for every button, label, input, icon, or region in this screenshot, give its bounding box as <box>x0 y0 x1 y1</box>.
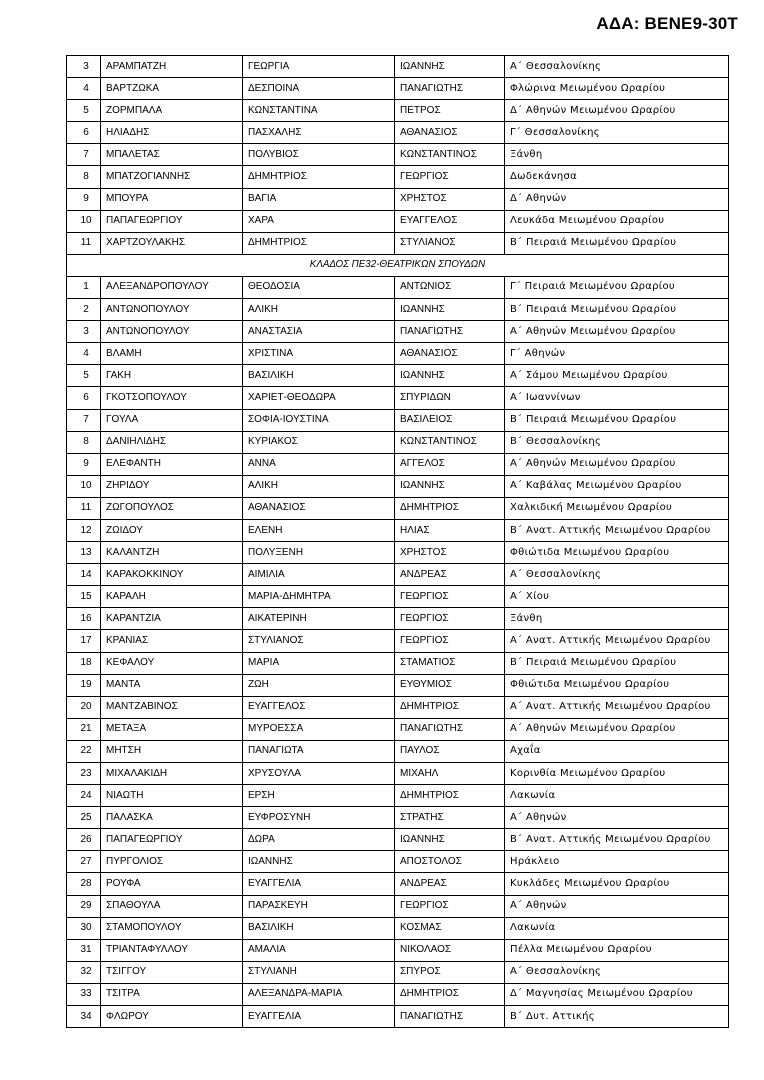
table-row <box>67 917 729 939</box>
assignment-cell: Φλώρινα Μειωμένου Ωραρίου <box>505 78 729 100</box>
father-name-cell: ΑΝΔΡΕΑΣ <box>395 873 505 895</box>
first-name-cell: ΑΜΑΛΙΑ <box>243 939 395 961</box>
table-row <box>67 895 729 917</box>
row-number: 5 <box>67 100 101 122</box>
father-name-cell: ΓΕΩΡΓΙΟΣ <box>395 586 505 608</box>
table-row <box>67 343 729 365</box>
first-name-cell: ΠΑΡΑΣΚΕΥΗ <box>243 895 395 917</box>
first-name-cell: ΜΑΡΙΑ <box>243 652 395 674</box>
father-name-cell: ΣΤΡΑΤΗΣ <box>395 807 505 829</box>
father-name-cell: ΔΗΜΗΤΡΙΟΣ <box>395 696 505 718</box>
father-name-cell: ΚΩΝΣΤΑΝΤΙΝΟΣ <box>395 431 505 453</box>
surname-cell: ΤΣΙΓΓΟΥ <box>101 961 243 983</box>
first-name-cell: ΕΥΦΡΟΣΥΝΗ <box>243 807 395 829</box>
first-name-cell: ΖΩΗ <box>243 674 395 696</box>
assignment-cell: Δωδεκάνησα <box>505 166 729 188</box>
first-name-cell: ΚΥΡΙΑΚΟΣ <box>243 431 395 453</box>
first-name-cell: ΔΗΜΗΤΡΙΟΣ <box>243 232 395 254</box>
surname-cell: ΡΟΥΦΑ <box>101 873 243 895</box>
surname-cell: ΑΝΤΩΝΟΠΟΥΛΟΥ <box>101 321 243 343</box>
row-number: 26 <box>67 829 101 851</box>
first-name-cell: ΔΗΜΗΤΡΙΟΣ <box>243 166 395 188</box>
surname-cell: ΑΛΕΞΑΝΔΡΟΠΟΥΛΟΥ <box>101 276 243 298</box>
father-name-cell: ΓΕΩΡΓΙΟΣ <box>395 166 505 188</box>
row-number: 30 <box>67 917 101 939</box>
father-name-cell: ΔΗΜΗΤΡΙΟΣ <box>395 785 505 807</box>
assignment-cell: Β΄ Πειραιά Μειωμένου Ωραρίου <box>505 232 729 254</box>
first-name-cell: ΧΡΥΣΟΥΛΑ <box>243 763 395 785</box>
surname-cell: ΜΑΝΤΑ <box>101 674 243 696</box>
surname-cell: ΚΑΡΑΝΤΖΙΑ <box>101 608 243 630</box>
assignment-cell: Ηράκλειο <box>505 851 729 873</box>
assignment-cell: Κορινθία Μειωμένου Ωραρίου <box>505 763 729 785</box>
table-row <box>67 763 729 785</box>
table-body-top <box>67 56 729 255</box>
row-number: 8 <box>67 166 101 188</box>
table-row <box>67 409 729 431</box>
table-row <box>67 497 729 519</box>
father-name-cell: ΑΝΤΩΝΙΟΣ <box>395 276 505 298</box>
surname-cell: ΣΠΑΘΟΥΛΑ <box>101 895 243 917</box>
surname-cell: ΤΣΙΤΡΑ <box>101 983 243 1005</box>
father-name-cell: ΚΟΣΜΑΣ <box>395 917 505 939</box>
row-number: 15 <box>67 586 101 608</box>
table-row <box>67 652 729 674</box>
father-name-cell: ΠΑΝΑΓΙΩΤΗΣ <box>395 718 505 740</box>
row-number: 8 <box>67 431 101 453</box>
row-number: 27 <box>67 851 101 873</box>
table-row <box>67 718 729 740</box>
row-number: 10 <box>67 475 101 497</box>
surname-cell: ΤΡΙΑΝΤΑΦΥΛΛΟΥ <box>101 939 243 961</box>
assignment-cell: Α΄ Ανατ. Αττικής Μειωμένου Ωραρίου <box>505 630 729 652</box>
first-name-cell: ΣΤΥΛΙΑΝΗ <box>243 961 395 983</box>
father-name-cell: ΔΗΜΗΤΡΙΟΣ <box>395 497 505 519</box>
row-number: 21 <box>67 718 101 740</box>
first-name-cell: ΜΥΡΟΕΣΣΑ <box>243 718 395 740</box>
first-name-cell: ΠΑΝΑΓΙΩΤΑ <box>243 740 395 762</box>
surname-cell: ΠΑΛΑΣΚΑ <box>101 807 243 829</box>
row-number: 2 <box>67 299 101 321</box>
first-name-cell: ΑΛΙΚΗ <box>243 299 395 321</box>
row-number: 14 <box>67 564 101 586</box>
table-row <box>67 829 729 851</box>
first-name-cell: ΧΑΡΙΕΤ-ΘΕΟΔΩΡΑ <box>243 387 395 409</box>
father-name-cell: ΠΑΝΑΓΙΩΤΗΣ <box>395 78 505 100</box>
row-number: 34 <box>67 1006 101 1028</box>
father-name-cell: ΠΑΝΑΓΙΩΤΗΣ <box>395 1006 505 1028</box>
surname-cell: ΑΝΤΩΝΟΠΟΥΛΟΥ <box>101 299 243 321</box>
father-name-cell: ΙΩΑΝΝΗΣ <box>395 56 505 78</box>
table-row <box>67 387 729 409</box>
father-name-cell: ΑΓΓΕΛΟΣ <box>395 453 505 475</box>
table-row <box>67 983 729 1005</box>
table-row <box>67 519 729 541</box>
father-name-cell: ΑΝΔΡΕΑΣ <box>395 564 505 586</box>
assignment-cell: Πέλλα Μειωμένου Ωραρίου <box>505 939 729 961</box>
first-name-cell: ΑΘΑΝΑΣΙΟΣ <box>243 497 395 519</box>
row-number: 32 <box>67 961 101 983</box>
row-number: 29 <box>67 895 101 917</box>
surname-cell: ΜΑΝΤΖΑΒΙΝΟΣ <box>101 696 243 718</box>
row-number: 28 <box>67 873 101 895</box>
first-name-cell: ΔΩΡΑ <box>243 829 395 851</box>
surname-cell: ΒΑΡΤΖΩΚΑ <box>101 78 243 100</box>
surname-cell: ΕΛΕΦΑΝΤΗ <box>101 453 243 475</box>
first-name-cell: ΧΑΡΑ <box>243 210 395 232</box>
row-number: 6 <box>67 387 101 409</box>
assignment-cell: Δ΄ Αθηνών <box>505 188 729 210</box>
father-name-cell: ΑΘΑΝΑΣΙΟΣ <box>395 122 505 144</box>
surname-cell: ΚΕΦΑΛΟΥ <box>101 652 243 674</box>
table-row <box>67 431 729 453</box>
surname-cell: ΜΙΧΑΛΑΚΙΔΗ <box>101 763 243 785</box>
assignment-cell: Λακωνία <box>505 785 729 807</box>
row-number: 25 <box>67 807 101 829</box>
assignment-cell: Α΄ Αθηνών Μειωμένου Ωραρίου <box>505 321 729 343</box>
surname-cell: ΚΑΡΑΚΟΚΚΙΝΟΥ <box>101 564 243 586</box>
surname-cell: ΚΡΑΝΙΑΣ <box>101 630 243 652</box>
first-name-cell: ΑΛΙΚΗ <box>243 475 395 497</box>
row-number: 23 <box>67 763 101 785</box>
surname-cell: ΖΟΡΜΠΑΛΑ <box>101 100 243 122</box>
row-number: 24 <box>67 785 101 807</box>
table-row <box>67 674 729 696</box>
row-number: 33 <box>67 983 101 1005</box>
first-name-cell: ΑΙΜΙΛΙΑ <box>243 564 395 586</box>
first-name-cell: ΜΑΡΙΑ-ΔΗΜΗΤΡΑ <box>243 586 395 608</box>
row-number: 12 <box>67 519 101 541</box>
assignment-cell: Α΄ Ιωαννίνων <box>505 387 729 409</box>
row-number: 22 <box>67 740 101 762</box>
father-name-cell: ΔΗΜΗΤΡΙΟΣ <box>395 983 505 1005</box>
assignment-cell: Αχαΐα <box>505 740 729 762</box>
father-name-cell: ΙΩΑΝΝΗΣ <box>395 365 505 387</box>
table-row <box>67 696 729 718</box>
surname-cell: ΦΛΩΡΟΥ <box>101 1006 243 1028</box>
table-row <box>67 586 729 608</box>
first-name-cell: ΑΝΑΣΤΑΣΙΑ <box>243 321 395 343</box>
assignment-cell: Α΄ Θεσσαλονίκης <box>505 961 729 983</box>
table-row <box>67 542 729 564</box>
row-number: 18 <box>67 652 101 674</box>
assignment-cell: Α΄ Θεσσαλονίκης <box>505 564 729 586</box>
first-name-cell: ΑΙΚΑΤΕΡΙΝΗ <box>243 608 395 630</box>
surname-cell: ΗΛΙΑΔΗΣ <box>101 122 243 144</box>
father-name-cell: ΙΩΑΝΝΗΣ <box>395 475 505 497</box>
row-number: 3 <box>67 321 101 343</box>
row-number: 17 <box>67 630 101 652</box>
table-row <box>67 210 729 232</box>
section-header-row <box>67 254 729 276</box>
first-name-cell: ΓΕΩΡΓΙΑ <box>243 56 395 78</box>
first-name-cell: ΠΑΣΧΑΛΗΣ <box>243 122 395 144</box>
father-name-cell: ΧΡΗΣΤΟΣ <box>395 542 505 564</box>
father-name-cell: ΣΠΥΡΙΔΩΝ <box>395 387 505 409</box>
surname-cell: ΓΚΟΤΣΟΠΟΥΛΟΥ <box>101 387 243 409</box>
assignment-cell: Α΄ Αθηνών Μειωμένου Ωραρίου <box>505 453 729 475</box>
assignment-cell: Κυκλάδες Μειωμένου Ωραρίου <box>505 873 729 895</box>
assignment-cell: Β΄ Πειραιά Μειωμένου Ωραρίου <box>505 409 729 431</box>
assignment-cell: Α΄ Θεσσαλονίκης <box>505 56 729 78</box>
assignment-cell: Β΄ Πειραιά Μειωμένου Ωραρίου <box>505 652 729 674</box>
row-number: 7 <box>67 144 101 166</box>
section-header-body <box>67 254 729 276</box>
row-number: 4 <box>67 343 101 365</box>
table-row <box>67 232 729 254</box>
table-row <box>67 299 729 321</box>
first-name-cell: ΒΑΓΙΑ <box>243 188 395 210</box>
table-row <box>67 873 729 895</box>
first-name-cell: ΒΑΣΙΛΙΚΗ <box>243 365 395 387</box>
row-number: 19 <box>67 674 101 696</box>
table-row <box>67 851 729 873</box>
table-row <box>67 961 729 983</box>
father-name-cell: ΒΑΣΙΛΕΙΟΣ <box>395 409 505 431</box>
assignment-cell: Α΄ Χίου <box>505 586 729 608</box>
table-row <box>67 740 729 762</box>
row-number: 10 <box>67 210 101 232</box>
surname-cell: ΔΑΝΙΗΛΙΔΗΣ <box>101 431 243 453</box>
father-name-cell: ΓΕΩΡΓΙΟΣ <box>395 895 505 917</box>
assignment-cell: Β΄ Πειραιά Μειωμένου Ωραρίου <box>505 299 729 321</box>
assignment-cell: Λακωνία <box>505 917 729 939</box>
section-title: ΚΛΑΔΟΣ ΠΕ32-ΘΕΑΤΡΙΚΩΝ ΣΠΟΥΔΩΝ <box>67 254 729 276</box>
table-row <box>67 608 729 630</box>
surname-cell: ΜΠΑΤΖΟΓΙΑΝΝΗΣ <box>101 166 243 188</box>
surname-cell: ΣΤΑΜΟΠΟΥΛΟΥ <box>101 917 243 939</box>
first-name-cell: ΕΥΑΓΓΕΛΙΑ <box>243 873 395 895</box>
first-name-cell: ΘΕΟΔΟΣΙΑ <box>243 276 395 298</box>
assignment-cell: Β΄ Θεσσαλονίκης <box>505 431 729 453</box>
table-row <box>67 630 729 652</box>
surname-cell: ΖΗΡΙΔΟΥ <box>101 475 243 497</box>
father-name-cell: ΧΡΗΣΤΟΣ <box>395 188 505 210</box>
first-name-cell: ΑΝΝΑ <box>243 453 395 475</box>
first-name-cell: ΒΑΣΙΛΙΚΗ <box>243 917 395 939</box>
table-row <box>67 807 729 829</box>
row-number: 7 <box>67 409 101 431</box>
first-name-cell: ΠΟΛΥΞΕΝΗ <box>243 542 395 564</box>
assignment-cell: Φθιώτιδα Μειωμένου Ωραρίου <box>505 674 729 696</box>
assignment-cell: Α΄ Καβάλας Μειωμένου Ωραρίου <box>505 475 729 497</box>
surname-cell: ΠΑΠΑΓΕΩΡΓΙΟΥ <box>101 210 243 232</box>
row-number: 16 <box>67 608 101 630</box>
father-name-cell: ΙΩΑΝΝΗΣ <box>395 299 505 321</box>
surname-cell: ΠΑΠΑΓΕΩΡΓΙΟΥ <box>101 829 243 851</box>
table-body-section <box>67 276 729 1027</box>
assignment-cell: Α΄ Σάμου Μειωμένου Ωραρίου <box>505 365 729 387</box>
table-row <box>67 453 729 475</box>
surname-cell: ΑΡΑΜΠΑΤΖΗ <box>101 56 243 78</box>
row-number: 9 <box>67 453 101 475</box>
surname-cell: ΜΠΑΛΕΤΑΣ <box>101 144 243 166</box>
table-row <box>67 365 729 387</box>
table-row <box>67 188 729 210</box>
father-name-cell: ΣΤΥΛΙΑΝΟΣ <box>395 232 505 254</box>
assignment-cell: Φθιώτιδα Μειωμένου Ωραρίου <box>505 542 729 564</box>
assignment-cell: Β΄ Ανατ. Αττικής Μειωμένου Ωραρίου <box>505 829 729 851</box>
surname-cell: ΠΥΡΓΟΛΙΟΣ <box>101 851 243 873</box>
table-row <box>67 939 729 961</box>
father-name-cell: ΙΩΑΝΝΗΣ <box>395 829 505 851</box>
first-name-cell: ΠΟΛΥΒΙΟΣ <box>243 144 395 166</box>
first-name-cell: ΣΟΦΙΑ-ΙΟΥΣΤΙΝΑ <box>243 409 395 431</box>
father-name-cell: ΣΠΥΡΟΣ <box>395 961 505 983</box>
row-number: 20 <box>67 696 101 718</box>
father-name-cell: ΠΑΝΑΓΙΩΤΗΣ <box>395 321 505 343</box>
table-row <box>67 564 729 586</box>
row-number: 1 <box>67 276 101 298</box>
surname-cell: ΖΩΓΟΠΟΥΛΟΣ <box>101 497 243 519</box>
assignment-cell: Δ΄ Αθηνών Μειωμένου Ωραρίου <box>505 100 729 122</box>
father-name-cell: ΝΙΚΟΛΑΟΣ <box>395 939 505 961</box>
father-name-cell: ΣΤΑΜΑΤΙΟΣ <box>395 652 505 674</box>
first-name-cell: ΣΤΥΛΙΑΝΟΣ <box>243 630 395 652</box>
appointments-table <box>66 55 729 1028</box>
surname-cell: ΧΑΡΤΖΟΥΛΑΚΗΣ <box>101 232 243 254</box>
row-number: 11 <box>67 497 101 519</box>
assignment-cell: Β΄ Δυτ. Αττικής <box>505 1006 729 1028</box>
document-ada-code: ΑΔΑ: ΒΕΝΕ9-30Τ <box>596 14 738 33</box>
father-name-cell: ΑΘΑΝΑΣΙΟΣ <box>395 343 505 365</box>
surname-cell: ΓΑΚΗ <box>101 365 243 387</box>
row-number: 31 <box>67 939 101 961</box>
father-name-cell: ΠΑΥΛΟΣ <box>395 740 505 762</box>
row-number: 13 <box>67 542 101 564</box>
father-name-cell: ΓΕΩΡΓΙΟΣ <box>395 630 505 652</box>
father-name-cell: ΚΩΝΣΤΑΝΤΙΝΟΣ <box>395 144 505 166</box>
surname-cell: ΜΗΤΣΗ <box>101 740 243 762</box>
table-row <box>67 321 729 343</box>
first-name-cell: ΙΩΑΝΝΗΣ <box>243 851 395 873</box>
father-name-cell: ΗΛΙΑΣ <box>395 519 505 541</box>
assignment-cell: Λευκάδα Μειωμένου Ωραρίου <box>505 210 729 232</box>
father-name-cell: ΑΠΟΣΤΟΛΟΣ <box>395 851 505 873</box>
table-row <box>67 144 729 166</box>
surname-cell: ΝΙΑΩΤΗ <box>101 785 243 807</box>
father-name-cell: ΠΕΤΡΟΣ <box>395 100 505 122</box>
father-name-cell: ΜΙΧΑΗΛ <box>395 763 505 785</box>
row-number: 6 <box>67 122 101 144</box>
surname-cell: ΚΑΛΑΝΤΖΗ <box>101 542 243 564</box>
surname-cell: ΖΩΙΔΟΥ <box>101 519 243 541</box>
father-name-cell: ΕΥΑΓΓΕΛΟΣ <box>395 210 505 232</box>
surname-cell: ΜΕΤΑΞΑ <box>101 718 243 740</box>
table-row <box>67 100 729 122</box>
first-name-cell: ΕΛΕΝΗ <box>243 519 395 541</box>
row-number: 11 <box>67 232 101 254</box>
assignment-cell: Α΄ Αθηνών <box>505 807 729 829</box>
assignment-cell: Α΄ Αθηνών <box>505 895 729 917</box>
first-name-cell: ΑΛΕΞΑΝΔΡΑ-ΜΑΡΙΑ <box>243 983 395 1005</box>
assignment-cell: Α΄ Αθηνών Μειωμένου Ωραρίου <box>505 718 729 740</box>
row-number: 4 <box>67 78 101 100</box>
row-number: 3 <box>67 56 101 78</box>
table-row <box>67 56 729 78</box>
assignment-cell: Χαλκιδική Μειωμένου Ωραρίου <box>505 497 729 519</box>
first-name-cell: ΔΕΣΠΟΙΝΑ <box>243 78 395 100</box>
surname-cell: ΒΛΑΜΗ <box>101 343 243 365</box>
father-name-cell: ΓΕΩΡΓΙΟΣ <box>395 608 505 630</box>
table-row <box>67 166 729 188</box>
table-row <box>67 276 729 298</box>
assignment-cell: Β΄ Ανατ. Αττικής Μειωμένου Ωραρίου <box>505 519 729 541</box>
assignment-cell: Ξάνθη <box>505 608 729 630</box>
surname-cell: ΓΟΥΛΑ <box>101 409 243 431</box>
father-name-cell: ΕΥΘΥΜΙΟΣ <box>395 674 505 696</box>
surname-cell: ΜΠΟΥΡΑ <box>101 188 243 210</box>
table-row <box>67 122 729 144</box>
table-row <box>67 785 729 807</box>
row-number: 5 <box>67 365 101 387</box>
assignment-cell: Α΄ Ανατ. Αττικής Μειωμένου Ωραρίου <box>505 696 729 718</box>
assignment-cell: Γ΄ Πειραιά Μειωμένου Ωραρίου <box>505 276 729 298</box>
first-name-cell: ΕΥΑΓΓΕΛΟΣ <box>243 696 395 718</box>
first-name-cell: ΕΡΣΗ <box>243 785 395 807</box>
row-number: 9 <box>67 188 101 210</box>
first-name-cell: ΕΥΑΓΓΕΛΙΑ <box>243 1006 395 1028</box>
assignment-cell: Γ΄ Αθηνών <box>505 343 729 365</box>
table-row <box>67 78 729 100</box>
table-row <box>67 1006 729 1028</box>
assignment-cell: Γ΄ Θεσσαλονίκης <box>505 122 729 144</box>
table-row <box>67 475 729 497</box>
assignment-cell: Ξάνθη <box>505 144 729 166</box>
surname-cell: ΚΑΡΑΛΗ <box>101 586 243 608</box>
assignment-cell: Δ΄ Μαγνησίας Μειωμένου Ωραρίου <box>505 983 729 1005</box>
first-name-cell: ΚΩΝΣΤΑΝΤΙΝΑ <box>243 100 395 122</box>
first-name-cell: ΧΡΙΣΤΙΝΑ <box>243 343 395 365</box>
